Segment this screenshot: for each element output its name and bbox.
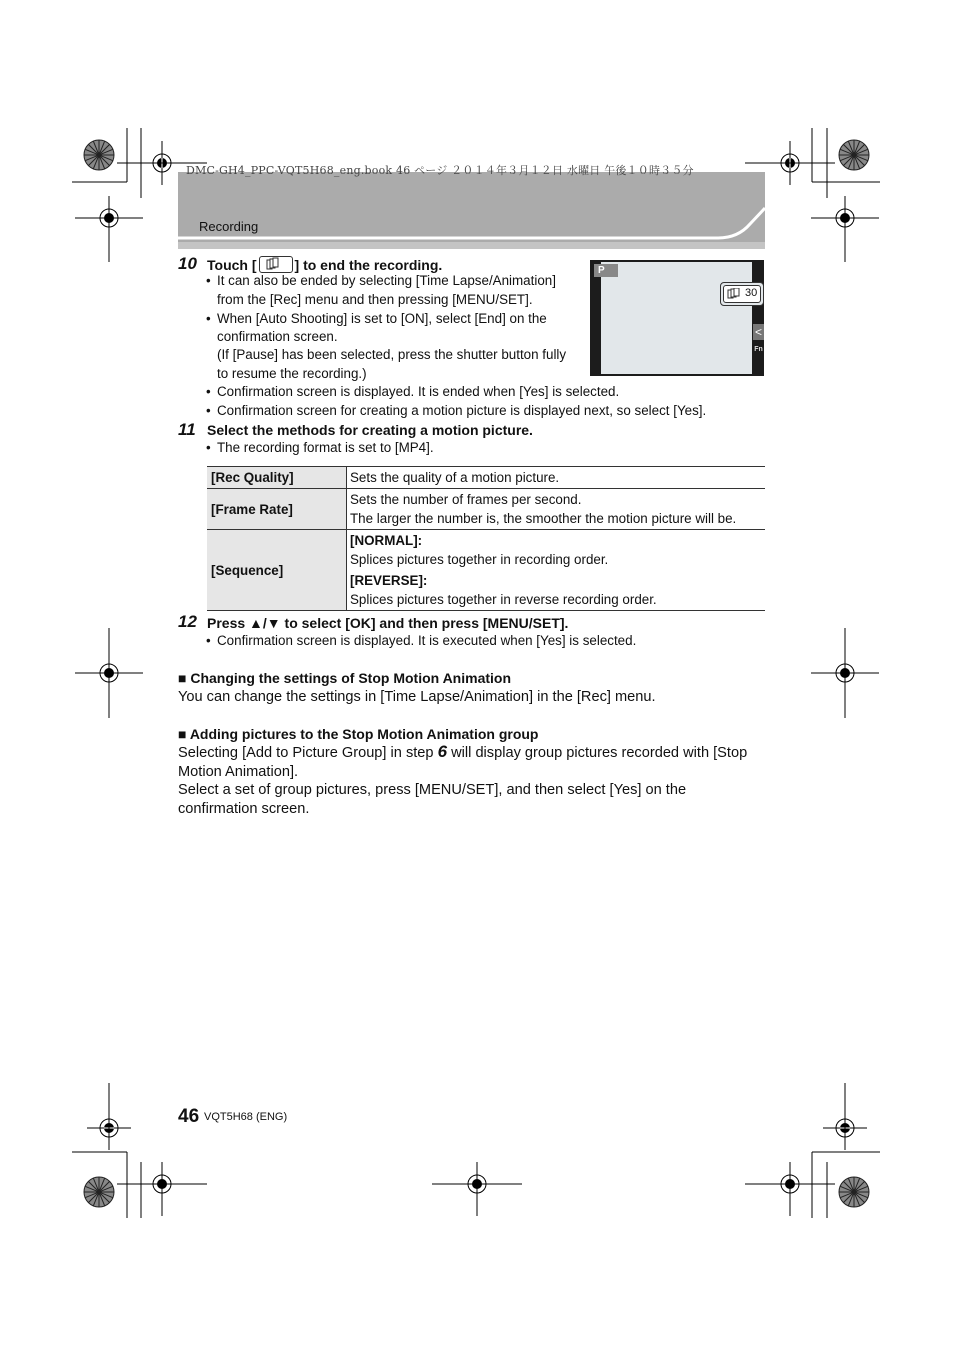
section-label: Recording [199,219,259,234]
section-change-heading: ■ Changing the settings of Stop Motion Animation [178,670,512,686]
note-line: confirmation screen. [217,329,338,344]
methods-table [207,466,765,611]
row-value: Sets the number of frames per second. The larger the number is, the smoother the motion picture will be. [347,489,766,530]
chevron-left-icon[interactable]: < [754,325,762,339]
section-add-heading: ■ Adding pictures to the Stop Motion Animation group [178,726,539,742]
note-line: (If [Pause] has been selected, press the shutter button fully [217,347,567,362]
note-line: to resume the recording.) [217,366,367,381]
animation-icon [727,288,741,300]
mode-p-badge: P [594,264,618,277]
row-value: [NORMAL]: Splices pictures together in recording order. [REVERSE]: Splices pictures together in reverse recording order. [347,530,766,611]
file-metadata: DMC-GH4_PPC-VQT5H68_eng.book 46 ページ ２０１４年３月１２日 水曜日 午後１０時３５分 [186,164,694,177]
section-header-band [178,172,765,249]
step-12-title: Press ▲/▼ to select [OK] and then press [MENU/SET]. [207,615,569,631]
step-11-number: 11 [178,420,196,439]
animation-count-button[interactable] [720,282,764,306]
row-value: Sets the quality of a motion picture. [347,467,766,489]
document-code: VQT5H68 (ENG) [204,1111,288,1123]
fn-button[interactable]: Fn [754,346,763,353]
note-line: • Confirmation screen is displayed. It is ended when [Yes] is selected. [206,383,619,402]
camera-screen [590,260,764,376]
count-text: 30 [745,287,758,299]
step-10-title: Touch [ ] to end the recording. [207,257,443,273]
note-line: from the [Rec] menu and then pressing [MENU/SET]. [217,292,533,307]
row-key: [Frame Rate] [207,489,347,530]
step-12-number: 12 [178,612,197,631]
note-line: • Confirmation screen for creating a motion picture is displayed next, so select [Yes]. [206,402,706,421]
step-11-title: Select the methods for creating a motion picture. [207,422,533,438]
note-line: • It can also be ended by selecting [Time Lapse/Animation] [206,272,556,291]
step-12-note: • Confirmation screen is displayed. It is executed when [Yes] is selected. [206,632,636,651]
page-number: 46 [178,1106,200,1127]
step-number: 10 [178,254,197,273]
table-row [207,489,765,530]
section-change-text: You can change the settings in [Time Lapse/Animation] in the [Rec] menu. [178,689,656,705]
row-key: [Rec Quality] [207,467,347,489]
animation-icon [259,256,293,273]
table-row [207,530,765,611]
step-reference: 6 [437,742,448,761]
note-line: • When [Auto Shooting] is set to [ON], select [End] on the [206,310,547,329]
step-10 [178,254,197,274]
step-11-note: • The recording format is set to [MP4]. [206,439,434,458]
table-row [207,467,765,489]
row-key: [Sequence] [207,530,347,611]
section-add-text: Selecting [Add to Picture Group] in step 6 will display group pictures recorded with [Stop Motion Animation]. Select a set of group pictures, press [MENU/SET], and then select [Yes] on the confirmation screen. [178,742,748,817]
